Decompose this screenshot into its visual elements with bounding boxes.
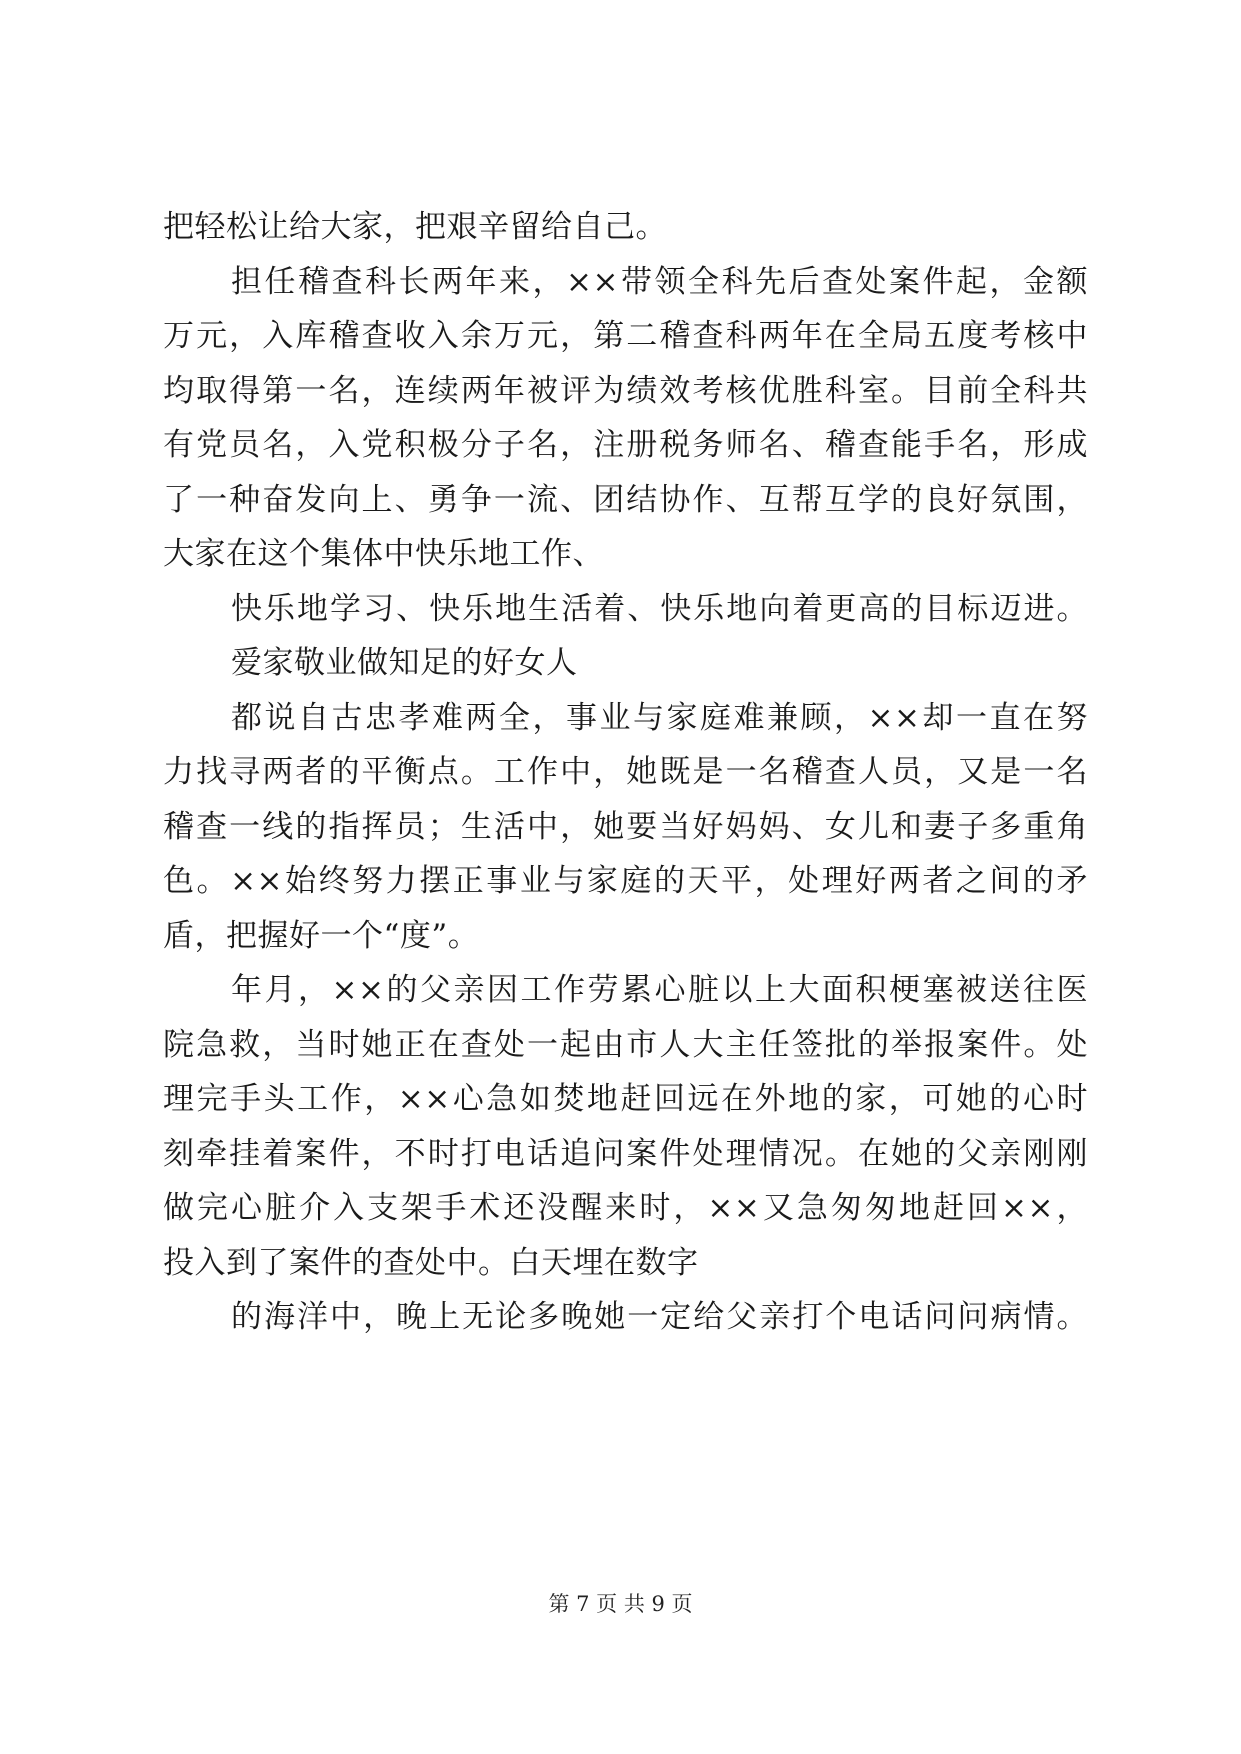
text-line-6: 了一种奋发向上、勇争一流、团结协作、互帮互学的良好氛围，	[163, 481, 1088, 518]
text-line-20: 投入到了案件的查处中。白天埋在数字	[163, 1244, 699, 1281]
text-line-2: 担任稽查科长两年来，××带领全科先后查处案件起，金额	[231, 263, 1088, 300]
body-text	[163, 200, 1088, 1345]
text-line-21: 的海洋中，晚上无论多晚她一定给父亲打个电话问问病情。	[231, 1299, 1088, 1335]
text-line-19: 做完心脏介入支架手术还没醒来时，××又急匆匆地赶回××，	[163, 1190, 1088, 1226]
text-line-1: 把轻松让给大家，把艰辛留给自己。	[163, 209, 667, 245]
text-line-13: 色。××始终努力摆正事业与家庭的天平，处理好两者之间的矛	[163, 863, 1088, 899]
text-line-5: 有党员名，入党积极分子名，注册税务师名、稽查能手名，形成	[163, 427, 1088, 463]
text-line-4: 均取得第一名，连续两年被评为绩效考核优胜科室。目前全科共	[163, 372, 1088, 409]
text-line-12: 稽查一线的指挥员；生活中，她要当好妈妈、女儿和妻子多重角	[163, 808, 1088, 845]
text-line-3: 万元，入库稽查收入余万元，第二稽查科两年在全局五度考核中	[163, 318, 1088, 354]
section-heading: 爱家敬业做知足的好女人	[231, 645, 578, 681]
text-line-7: 大家在这个集体中快乐地工作、	[163, 536, 604, 572]
text-line-16: 院急救，当时她正在查处一起由市人大主任签批的举报案件。处	[163, 1026, 1088, 1063]
text-line-14: 盾，把握好一个“度”。	[163, 917, 480, 954]
text-line-17: 理完手头工作，××心急如焚地赶回远在外地的家，可她的心时	[163, 1081, 1088, 1117]
text-line-10: 都说自古忠孝难两全，事业与家庭难兼顾，××却一直在努	[231, 699, 1088, 736]
text-line-11: 力找寻两者的平衡点。工作中，她既是一名稽查人员，又是一名	[163, 754, 1088, 790]
text-line-8: 快乐地学习、快乐地生活着、快乐地向着更高的目标迈进。	[231, 590, 1088, 627]
text-line-15: 年月，××的父亲因工作劳累心脏以上大面积梗塞被送往医	[231, 972, 1088, 1008]
page-number-footer: 第 7 页 共 9 页	[548, 1592, 693, 1616]
text-line-18: 刻牵挂着案件，不时打电话追问案件处理情况。在她的父亲刚刚	[163, 1135, 1088, 1172]
